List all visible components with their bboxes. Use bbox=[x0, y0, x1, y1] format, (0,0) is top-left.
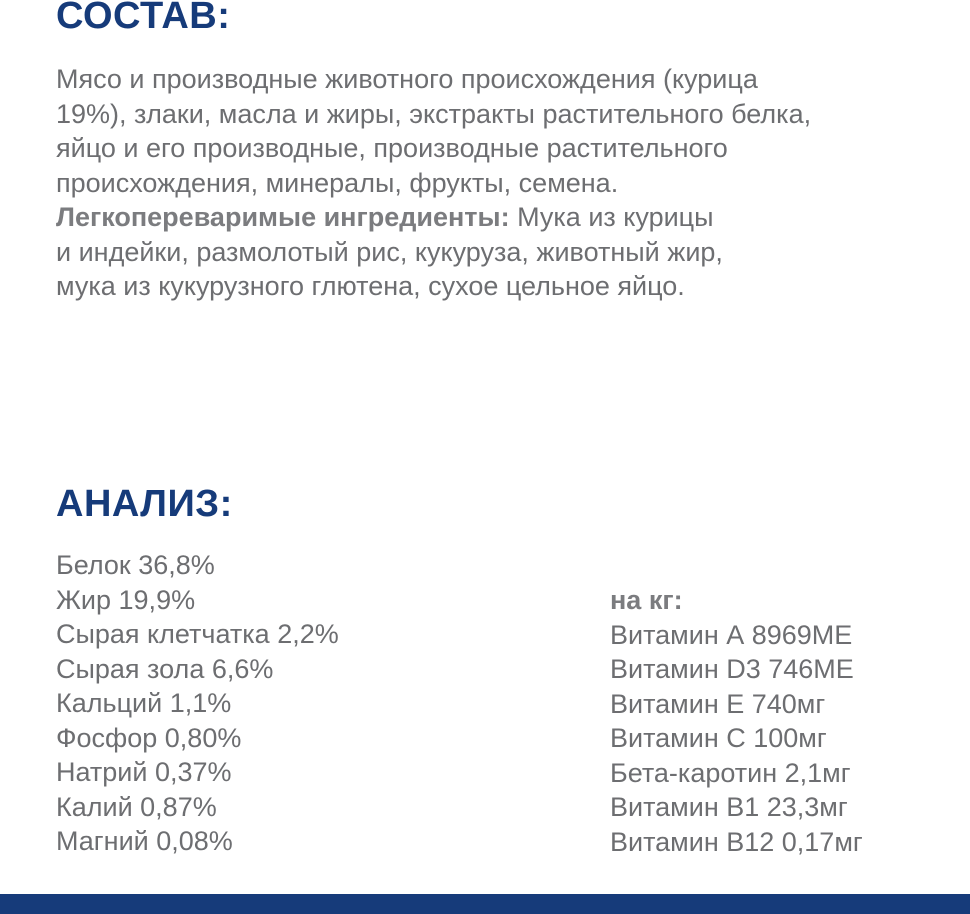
analysis-item: Жир 19,9% bbox=[56, 584, 196, 615]
vitamin-item: Витамин С 100мг bbox=[610, 723, 827, 753]
digestible-text: Мука из курицы bbox=[509, 202, 714, 232]
composition-line: яйцо и его производные, производные растительного bbox=[56, 133, 728, 163]
analysis-item: Кальций 1,1% bbox=[56, 688, 232, 718]
vitamin-item: Бета-каротин 2,1мг bbox=[610, 757, 851, 788]
vitamin-item: Витамин А 8969МЕ bbox=[610, 619, 853, 650]
footer-bar bbox=[0, 894, 970, 914]
digestible-label: Легкопереваримые ингредиенты: bbox=[56, 202, 510, 232]
vitamin-item: Витамин Е 740мг bbox=[610, 688, 826, 719]
digestible-line: мука из кукурузного глютена, сухое цельное яйцо. bbox=[56, 271, 685, 301]
analysis-heading: АНАЛИЗ: bbox=[56, 483, 233, 525]
composition-line: 19%), злаки, масла и жиры, экстракты растительного белка, bbox=[56, 98, 812, 129]
vitamin-item: Витамин D3 746МЕ bbox=[610, 654, 854, 684]
analysis-item: Магний 0,08% bbox=[56, 826, 233, 856]
composition-line: происхождения, минералы, фрукты, семена. bbox=[56, 167, 619, 198]
analysis-item: Белок 36,8% bbox=[56, 550, 215, 580]
per-kg-list bbox=[610, 583, 863, 859]
vitamin-item: Витамин В12 0,17мг bbox=[610, 826, 863, 857]
analysis-item: Сырая клетчатка 2,2% bbox=[56, 619, 339, 649]
digestible-line: и индейки, размолотый рис, кукуруза, животный жир, bbox=[56, 236, 723, 267]
digestible-line bbox=[56, 200, 946, 235]
analysis-list bbox=[56, 548, 339, 859]
analysis-item: Сырая зола 6,6% bbox=[56, 653, 274, 684]
vitamin-item: Витамин В1 23,3мг bbox=[610, 792, 848, 822]
analysis-item: Натрий 0,37% bbox=[56, 757, 232, 787]
composition-text bbox=[56, 62, 946, 304]
composition-heading: СОСТАВ: bbox=[56, 0, 231, 37]
per-kg-heading: на кг: bbox=[610, 585, 683, 615]
analysis-item: Фосфор 0,80% bbox=[56, 722, 242, 753]
analysis-item: Калий 0,87% bbox=[56, 791, 217, 822]
composition-line: Мясо и производные животного происхождения (курица bbox=[56, 64, 758, 94]
